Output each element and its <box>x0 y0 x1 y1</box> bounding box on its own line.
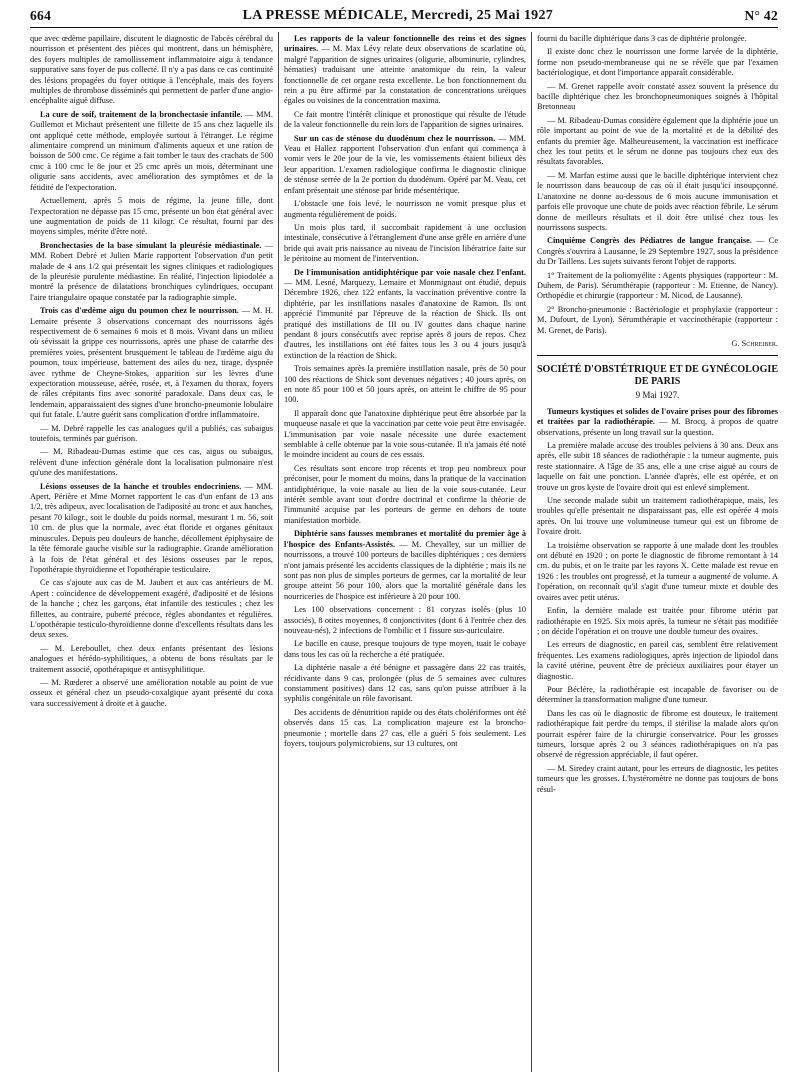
paragraph <box>537 606 778 637</box>
paragraph <box>537 407 778 438</box>
issue-date: Mercredi, 25 Mai 1927 <box>411 8 554 23</box>
paragraph <box>284 364 526 406</box>
paragraph <box>30 241 273 303</box>
paragraph <box>537 47 778 78</box>
paragraph-text: Ce fait montre l'intérêt clinique et pronostique qui résulte de l'étude de la valeur fonctionnelle du rein lors de l'apparition de signes urinaires. <box>284 109 526 130</box>
paragraph <box>284 110 526 131</box>
page-number: 664 <box>30 8 52 23</box>
paragraph-text: Le bacille en cause, presque toujours de type moyen, tuait le cobaye dans tous les cas où la recherche a été pratiquée. <box>284 639 526 659</box>
paragraph <box>537 236 778 267</box>
paragraph <box>30 196 273 238</box>
paragraph-text: — M. Max Lévy relate deux observations de scarlatine où, malgré l'apparition de signes urinaires (oligurie, albuminurie, cylindres, hématies) traduisant une atteinte anatomique du rein, la valeur fonctionnelle de cet organe resta excellente. Le bon fonctionnement du rein a pu être affirmé par la constatation de concentrations uréiques égales ou voisines de la concentration maxima. <box>284 44 526 106</box>
paragraph-text: Il apparaît donc que l'anatoxine diphtérique peut être absorbée par la muqueuse nasale et que la vaccination par cette voie peut être envisagée. L'immunisation par voie nasale nécessite une durée exactement semblable à celle obtenue par la voie sous-cutanée. Il n'a jamais été noté le moindre incident au cours de ces essais. <box>284 408 526 460</box>
paragraph <box>30 306 273 420</box>
column-right <box>537 34 778 1074</box>
paragraph-heading: Trois cas d'œdème aigu du poumon chez le nourrisson. <box>40 306 239 316</box>
paragraph-heading: Lésions osseuses de la hanche et troubles endocriniens. <box>40 481 242 491</box>
paragraph-text: — MM. Guillemot et Michaut présentent une fillette de 15 ans chez laquelle ils ont appliqué cette méthode, employée surtout à l'étranger. Le régime alimentaire comprend un minimum d'aliments aqueux et une ration de boisson de 500 cmc. Ce régime a fait tomber le taux des crachats de 500 cmc à 100 cmc le 8e jour et 25 cmc après un mois, déterminant une oligurie sans accidents, avec amélioration des symptômes et de la fétidité de l'expectoration. <box>30 109 273 192</box>
paragraph <box>284 529 526 602</box>
paragraph <box>30 424 273 445</box>
paragraph <box>537 116 778 168</box>
paragraph-text: — M. Ribadeau-Dumas estime que ces cas, aigus ou subaigus, relèvent d'une infection générale dont la localisation pulmonaire n'est qu'une des manifestations. <box>30 447 273 478</box>
paragraph-text: 1° Traitement de la poliomyélite : Agents physiques (rapporteur : M. Duhem, de Paris). Sérumthérapie (rapporteur : M. Etienne, de Nancy). Orthopédie et chirurgie (rapporteur : M. Nicod, de Lausanne). <box>537 270 778 301</box>
paragraph-heading: De l'immunisation antidiphtérique par voie nasale chez l'enfant. <box>294 267 526 277</box>
paragraph-heading: Les rapports de la valeur fonctionnelle des reins et des signes urinaires. <box>284 34 526 54</box>
paragraph <box>284 134 526 196</box>
paragraph-text: — M. Brocq, à propos de quatre observations, présente un long travail sur la question. <box>537 417 778 437</box>
paragraph-heading: Sur un cas de sténose du duodénum chez le nourrisson. <box>294 133 496 143</box>
header-rule <box>30 27 778 28</box>
paragraph-text: — M. Siredey craint autant, pour les erreurs de diagnostic, les petites tumeurs que les grosses. L'hystéromètre ne donne pas toujours de bons résul- <box>537 763 778 794</box>
paragraph <box>30 678 273 709</box>
paragraph-text: Ce cas s'ajoute aux cas de M. Jaubert et aux cas antérieurs de M. Apert : coïncidence de développement exagéré, d'adiposité et de lésions de la hanche ; chez les garçons, état infantile des testicules ; chez les fillettes, au contraire, puberté précoce, règles abondantes et régulières. L'opothérapie testiculo-thyroïdienne donne d'excellents résultats dans les deux sexes. <box>30 578 273 640</box>
paragraph-text: — M. Lereboullet, chez deux enfants présentant des lésions analogues et hérédo-syphilitiques, a obtenu de bons résultats par le traitement associé, opothérapique et antisyphilitique. <box>30 643 273 674</box>
paragraph-text: — Ce Congrès s'ouvrira à Lausanne, le 29 Septembre 1927, sous la présidence du Dr Taillens. Les sujets suivants feront l'objet de rapports. <box>537 236 778 267</box>
paragraph <box>537 541 778 603</box>
section-rule <box>537 355 778 356</box>
paragraph <box>537 441 778 493</box>
paragraph <box>537 82 778 113</box>
paragraph-heading: La cure de soif, traitement de la bronchectasie infantile. <box>40 109 243 119</box>
paragraph <box>537 171 778 233</box>
paragraph <box>284 605 526 636</box>
paragraph <box>537 496 778 538</box>
paragraph-text: Trois semaines après la première instillation nasale, près de 50 pour 100 des réactions de Shick sont devenues négatives ; 40 jours après, on en note 85 pour 100 et 50 jours après, on atteint le chiffre de 95 pour 100. <box>284 364 526 405</box>
paragraph-text: — M. H. Lemaire présente 3 observations concernant des nourrissons âgés respectivement de 6 semaines 6 mois et 8 mois. Vivant dans un milieu où sévissait la grippe ces nourrissons, après une phase de catarrhe des premières voies, présentent brusquement le tableau de l'œdème aigu du poumon, toux impérieuse, battement des ailes du nez, tirage, dyspnée avec rythme de Cheyne-Stokes, apparition sur les lèvres d'une expectoration mousseuse, aérée, rosée, et, à l'examen du thorax, foyers de râles crépitants fins avec sonorité paradoxale. Dans deux cas, le lendemain, apparaissaient des signes d'une broncho-pneumonie lobulaire qui fut fatale. L'autre guérit sans complication d'ordre inflammatoire. <box>30 306 273 420</box>
paragraph-text: Les erreurs de diagnostic, en pareil cas, semblent être relativement fréquentes. Les examens radiologiques, après injection de lipiodol dans la cavité utérine, peuvent être de précieux auxiliaires pour étayer un diagnostic. <box>537 640 778 681</box>
paragraph-text: L'obstacle une fois levé, le nourrisson ne vomit presque plus et augmenta régulièrement de poids. <box>284 199 526 219</box>
journal-title <box>243 8 553 24</box>
paragraph <box>284 34 526 107</box>
signature: G. Schreiber. <box>731 338 778 348</box>
paragraph <box>30 110 273 193</box>
paragraph <box>284 663 526 705</box>
paragraph <box>30 644 273 675</box>
paragraph-text: — MM. Veau et Hallez rapportent l'observation d'un enfant qui commença à vomir vers le 20e jour de la vie, les vomissements étaient bilieux dès leur apparition. L'examen radiologique confirma le diagnostic clinique de sténose serrée de la 2e portion du duodénum. Opéré par M. Veau, cet enfant présentait une sténose par bride mésentérique. <box>284 133 526 195</box>
paragraph-text: — M. Ribadeau-Dumas considère également que la diphtérie joue un rôle important au point de vue de la mortalité et de la débilité des enfants du premier âge. Malheureusement, la vaccination est inefficace chez les tout petits et le sérum ne donne pas toujours chez eux des résultats favorables. <box>537 115 778 167</box>
page-header <box>30 6 778 26</box>
paragraph <box>537 640 778 682</box>
paragraph <box>537 709 778 761</box>
paragraph-text: Pour Béclère, la radiothérapie est incapable de favoriser ou de déterminer la transformation maligne d'une tumeur. <box>537 684 778 705</box>
paragraph-text: — M. Marfan estime aussi que le bacille diphtérique intervient chez le nourrisson dans beaucoup de cas où il était jusqu'ici insoupçonné. L'anatoxine ne donne au-dessous de 6 mois aucune immunisation et parfois elle provoque une chute de poids avec réaction fébrile. Le sérum donne de meilleurs résultats et il doit être utilisé chez tous les nourrissons suspects. <box>537 170 778 232</box>
paragraph-text: La diphtérie nasale a été bénigne et passagère dans 22 cas traités, récidivante dans 9 cas, prolongée (plus de 5 semaines avec cultures constamment positives) dans 12 cas, sans qu'on puisse attribuer à la syphilis congénitale un rôle favorisant. <box>284 663 526 704</box>
paragraph <box>284 639 526 660</box>
paragraph-text: — MM. Robert Debré et Julien Marie rapportent l'observation d'un petit malade de 4 ans 1/2 qui présentait les signes cliniques et radiologiques de la pleurésie purulente médiastine. En réalité, l'injection lipiodolée a montré la présence de dilatations bronchiques cylindriques, occupant l'aire triangulaire opaque constatée par la radiographie simple. <box>30 240 273 302</box>
paragraph <box>537 34 778 44</box>
paragraph-text: — MM. Apert, Périère et Mme Mornet rapportent le cas d'un enfant de 13 ans 1/2, très adipeux, avec localisation de l'adiposité au tronc et aux hanches, pesant 70 kilogr., soit le double du poids normal, mesurant 1 m. 56, soit 10 cm. de plus que la normale, avec état floride et organes génitaux minuscules. Depuis peu douleurs de hanche, décollement épiphysaire de la tête fémorale gauche visible sur la radiographie. Grande amélioration à la fois de l'état général et des lésions osseuses par le repos, l'opothérapie thyroïdienne et l'opothérapie testiculaire. <box>30 481 273 574</box>
paragraph-text: que avec œdème papillaire, discutent le diagnostic de l'abcès cérébral du nourrisson et présentent des pièces qui montrent, dans un hémisphère, des foyers multiples de ramollissement inflammatoire aigu à tendance suppurative sans foyer de pus collecté. Il n'y a pas dans ce cas continuité des lésions propagées du foyer otitique à l'encéphale, mais des foyers multiples de thrombose disséminés qui permettent de parler d'une angio-encéphalite aiguë diffuse. <box>30 34 273 106</box>
paragraph-text: — M. Grenet rappelle avoir constaté assez souvent la présence du bacille diphtérique chez les bronchopneumoniques soignés à l'hôpital Bretonneau <box>537 81 778 112</box>
paragraph-text: fourni du bacille diphtérique dans 3 cas de diphtérie prolongée. <box>537 34 747 43</box>
paragraph <box>537 685 778 706</box>
paragraph-text: Les 100 observations concernent : 81 coryzas isolés (plus 10 associés), 8 otites moyennes, 8 conjonctivites (dont 6 à l'entrée chez des nouveau-nés), 2 infections de l'ombilic et 1 fissure sus-auriculaire. <box>284 605 526 635</box>
paragraph-text: Enfin, la dernière malade est traitée pour fibrome utérin par radiothérapie en 1925. Six mois après, la tumeur ne s'était pas modifiée ; on décide l'opération et on trouve une double tumeur des ovaires. <box>537 606 778 636</box>
column-divider <box>278 32 279 1072</box>
paragraph <box>537 305 778 336</box>
paragraph <box>30 482 273 576</box>
paragraph <box>284 409 526 461</box>
paragraph-text: Un mois plus tard, il succombait rapidement à une occlusion intestinale, consécutive à l'étranglement d'une anse grêle en arrière d'une bride qui avait pris naissance au niveau de l'incision libératrice faite sur le péritoine au moment de l'intervention. <box>284 222 526 264</box>
paragraph-text: — MM. Lesné, Marquezy, Lemaire et Monmignaut ont étudié, depuis Décembre 1926, chez 122 enfants, la vaccination préventive contre la diphtérie, par les instillations nasales d'anatoxine de Ramon. Ils ont apprécié l'immunité par l'épreuve de la réaction de Shick. Ils ont pratiqué des instillations de III ou IV gouttes dans chaque narine pendant 8 jours consécutifs avec reprise après 8 jours de repos. Chez d'autres, les instillations ont été faites tous les 3 ou 4 jours jusqu'à extinction de la réaction de Shick. <box>284 277 526 360</box>
journal-name: LA PRESSE MÉDICALE, <box>242 8 408 23</box>
paragraph <box>30 578 273 640</box>
column-divider <box>531 32 532 1072</box>
paragraph <box>284 708 526 750</box>
paragraph-text: — M. Debré rappelle les cas analogues qu'il a publiés, cas subaigus toutefois, terminés par guérison. <box>30 423 273 444</box>
paragraph <box>537 271 778 302</box>
paragraph <box>537 764 778 795</box>
column-left <box>30 34 273 1074</box>
paragraph <box>284 464 526 526</box>
paragraph-heading: Cinquième Congrès des Pédiatres de langue française. <box>547 236 752 246</box>
paragraph <box>284 223 526 265</box>
column-middle <box>284 34 526 1074</box>
paragraph <box>30 34 273 107</box>
section-title <box>537 364 778 388</box>
paragraph <box>284 199 526 220</box>
issue-number: N° 42 <box>744 8 778 23</box>
paragraph-text: 2° Broncho-pneumonie : Bactériologie et prophylaxie (rapporteur : M. Dufourt, de Lyon). Sérumthérapie et vaccinothérapie (rapporteur : M. Grenet, de Paris). <box>537 304 778 335</box>
section-title-line2: DE PARIS <box>634 376 681 388</box>
section-date: 9 Mai 1927. <box>635 390 680 401</box>
paragraph-text: Une seconde malade subit un traitement radiothérapique, mais, les troubles qu'elle présentait ne disparaissant pas, elle est opérée 4 mois après. On lui trouve une volumineuse tumeur qui est un fibrome de l'ovaire droit. <box>537 496 778 537</box>
paragraph <box>284 268 526 362</box>
paragraph-text: — M. Chevalley, sur un millier de nourrissons, a trouvé 100 porteurs de bacilles diphtériques ; ces derniers n'ont jamais présenté les accidents classiques de la diphtérie ; mais ils ne sont pas non plus de simples porteurs de germes, car la mortalité de leur groupe atteint 56 pour 100, alors que la mortalité générale dans les nourriceries de l'hospice est inférieure à 20 pour 100. <box>284 539 526 601</box>
paragraph-heading: Bronchectasies de la base simulant la pleurésie médiastinale. <box>40 240 262 250</box>
column-right-part1 <box>537 34 778 336</box>
paragraph-text: La première malade accuse des troubles pelviens à 30 ans. Deux ans après, elle subit 18 séances de radiothérapie : la tumeur augmente, puis reste stationnaire. A l'âge de 35 ans, elle a une crise aiguë au cours de laquelle on fait une ponction. L'année d'après, elle est opérée, et on trouve un gros kyste de l'ovaire droit qui est enlevé simplement. <box>537 441 778 492</box>
paragraph-text: — M. Rœderer a observé une amélioration notable au point de vue osseux et général chez un pseudo-coxalgique ayant présenté du coxa vara successivement à droite et à gauche. <box>30 677 273 708</box>
paragraph-text: Ces résultats sont encore trop récents et trop peu nombreux pour préconiser, pour le moment du moins, dans la pratique de la vaccination antidiphtérique, la voie nasale au lieu de la voie sous-cutanée. Leur intérêt semble avant tout d'ordre doctrinal et confirme la théorie de l'immunité acquise par les porteurs de germe en dehors de toute manifestation morbide. <box>284 463 526 525</box>
paragraph <box>30 447 273 478</box>
section-title-line1: SOCIÉTÉ D'OBSTÉTRIQUE ET DE GYNÉCOLOGIE <box>537 364 778 376</box>
paragraph-text: Des accidents de dénutrition rapide ou des états cholériformes ont été observés dans 15 cas. La complication majeure est la broncho-pneumonie ; mortelle dans 27 cas, elle a guéri 5 fois seulement. Les foyers, toujours polymicrobiens, sur 13 cultures, ont <box>284 707 526 748</box>
column-right-part2 <box>537 407 778 795</box>
paragraph-text: Actuellement, après 5 mois de régime, la jeune fille, dont l'expectoration ne dépasse pas 15 cmc, présente un bon état général avec une augmentation de poids de 11 kilogr. Ce résultat, fourni par des moyens simples, mérite d'être noté. <box>30 196 273 237</box>
paragraph-heading: Tumeurs kystiques et solides de l'ovaire prises pour des fibromes et traitées par la radiothérapie. <box>537 406 778 427</box>
paragraph-text: La troisième observation se rapporte à une malade dont les troubles ont débuté en 1920 ; on porte le diagnostic de fibrome remontant à 14 cm. du pubis, et on le traite par les rayons X. Cette malade est revue en 1926 : les troubles ont progressé, et la tumeur a augmenté de volume. A l'opération, on reconnaît qu'il s'agit d'une tumeur mixte et double des ovaires avec petit utérus. <box>537 540 778 602</box>
paragraph-text: Il existe donc chez le nourrisson une forme larvée de la diphtérie, forme non pseudo-membraneuse qui ne se révèle que par l'examen bactériologique, et dont l'importance apparaît considérable. <box>537 47 778 78</box>
paragraph-heading: Diphtérie sans fausses membranes et mortalité du premier âge à l'hospice des Enfants-Assistés. <box>284 529 526 549</box>
paragraph-text: Dans les cas où le diagnostic de fibrome est douteux, le traitement radiothérapique fait perdre du temps, il stérilise la malade alors qu'on pourrait espérer faire de la chirurgie conservatrice. Pour les grosses tumeurs, lorsque après 2 ou 3 séances radiothérapiques on n'a pas observé de régression appréciable, il faut opérer. <box>537 708 778 760</box>
